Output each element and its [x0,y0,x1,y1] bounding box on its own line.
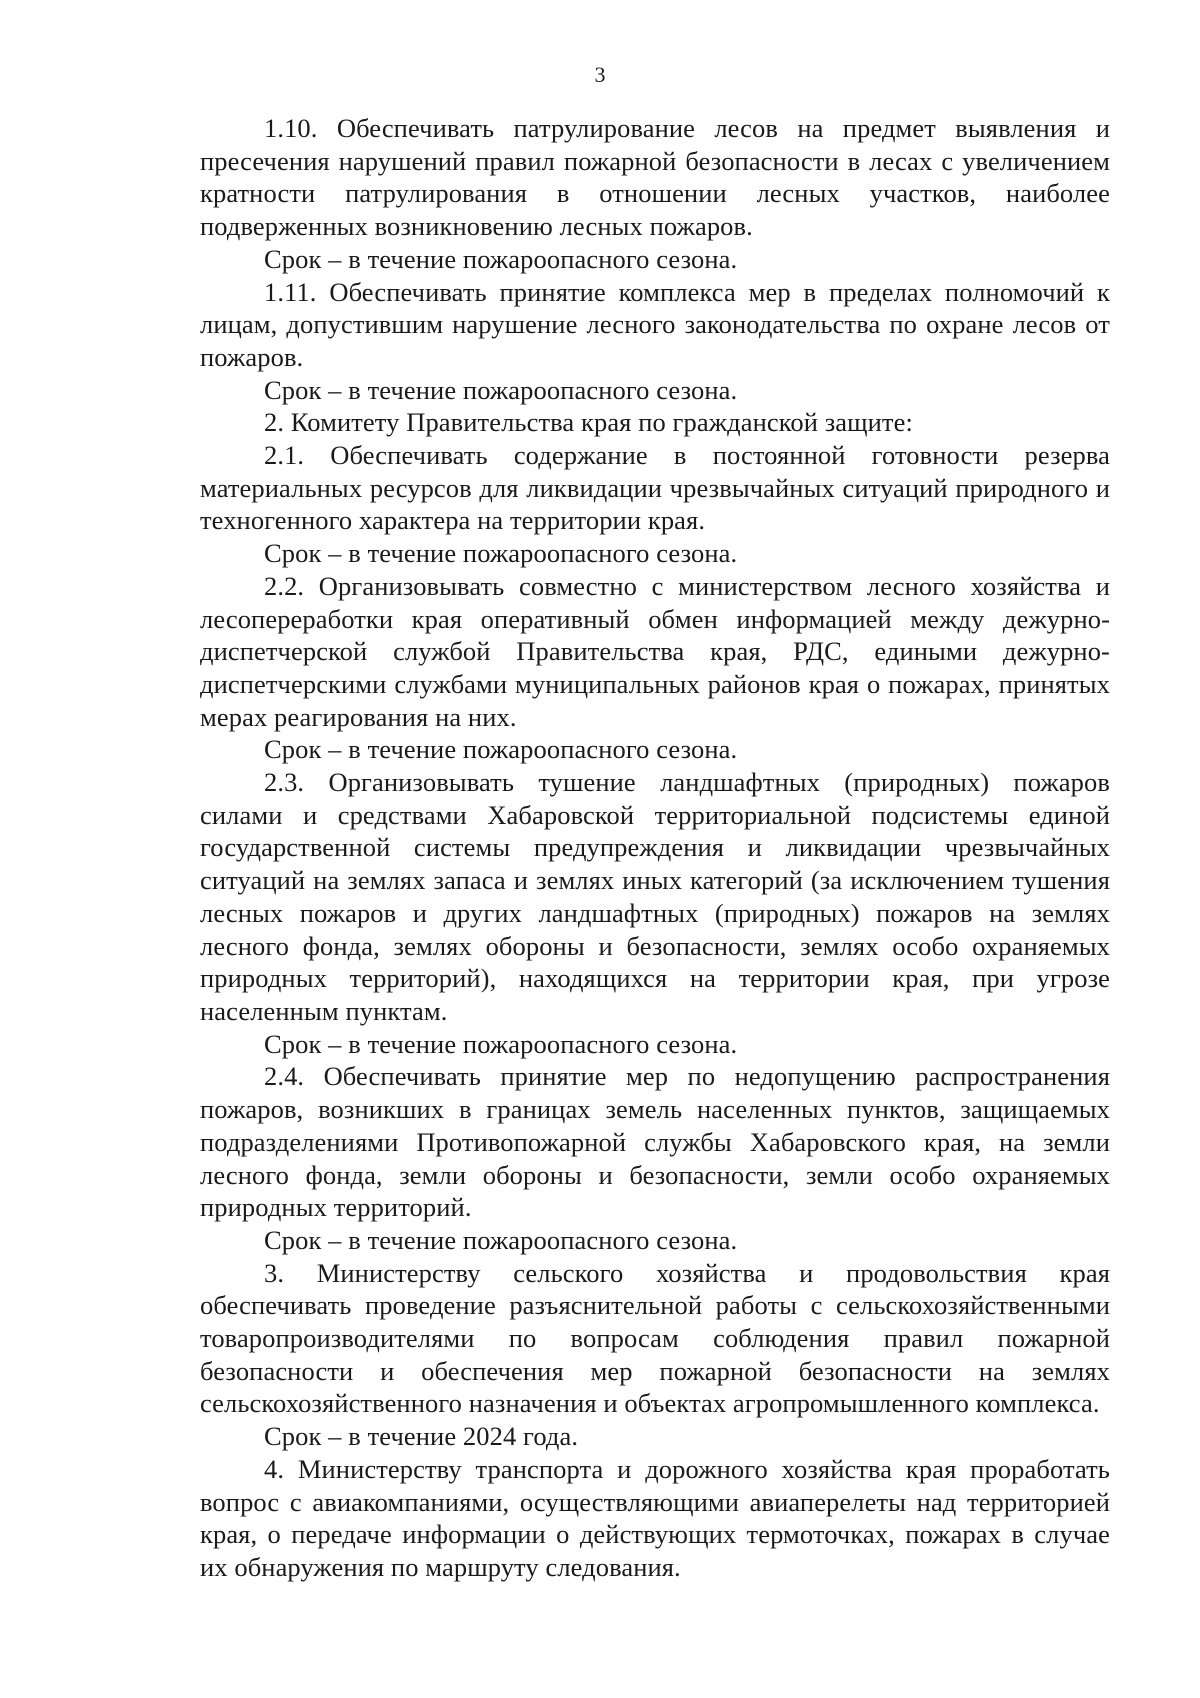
paragraph-item-4: 4. Министерству транспорта и дорожного хозяйства края проработать вопрос с авиакомпаниями, осуществляющими авиаперелеты над территорией края, о передаче информации о действующих термоточках, пожарах в случае их обнаружения по маршруту следования. [200,1453,1110,1582]
paragraph-deadline: Срок – в течение 2024 года. [264,1421,579,1452]
paragraph-item-3: 3. Министерству сельского хозяйства и продовольствия края обеспечивать проведение разъяснительной работы с сельскохозяйственными товаропроизводителями по вопросам соблюдения правил пожарной безопасности и обеспечения мер пожарной безопасности на землях сельскохозяйственного назначения и объектах агропромышленного комплекса. [200,1257,1110,1419]
document-body [200,112,1110,1584]
paragraph-deadline: Срок – в течение пожароопасного сезона. [264,734,738,765]
paragraph-item-2-heading: 2. Комитету Правительства края по гражданской защите: [264,407,913,438]
page-number: 3 [594,62,606,87]
paragraph-deadline: Срок – в течение пожароопасного сезона. [264,538,738,569]
paragraph-item-1-10: 1.10. Обеспечивать патрулирование лесов на предмет выявления и пресечения нарушений правил пожарной безопасности в лесах с увеличением кратности патрулирования в отношении лесных участков, наиболее подверженных возникновению лесных пожаров. [200,113,1110,242]
paragraph-item-2-1: 2.1. Обеспечивать содержание в постоянной готовности резерва материальных ресурсов для ликвидации чрезвычайных ситуаций природного и техногенного характера на территории края. [200,440,1110,536]
paragraph-item-1-11: 1.11. Обеспечивать принятие комплекса мер в пределах полномочий к лицам, допустившим нарушение лесного законодательства по охране лесов от пожаров. [200,276,1110,372]
paragraph-deadline: Срок – в течение пожароопасного сезона. [264,1028,738,1059]
paragraph-deadline: Срок – в течение пожароопасного сезона. [264,243,738,274]
paragraph-deadline: Срок – в течение пожароопасного сезона. [264,374,738,405]
paragraph-item-2-4: 2.4. Обеспечивать принятие мер по недопущению распространения пожаров, возникших в границах земель населенных пунктов, защищаемых подразделениями Противопожарной службы Хабаровского края, на земли лесного фонда, земли обороны и безопасности, земли особо охраняемых природных территорий. [200,1061,1110,1223]
paragraph-item-2-2: 2.2. Организовывать совместно с министерством лесного хозяйства и лесопереработки края оперативный обмен информацией между дежурно-диспетчерской службой Правительства края, РДС, едиными дежурно-диспетчерскими службами муниципальных районов края о пожарах, принятых мерах реагирования на них. [200,570,1110,732]
paragraph-item-2-3: 2.3. Организовывать тушение ландшафтных (природных) пожаров силами и средствами Хабаровской территориальной подсистемы единой государственной системы предупреждения и ликвидации чрезвычайных ситуаций на землях запаса и землях иных категорий (за исключением тушения лесных пожаров и других ландшафтных (природных) пожаров на землях лесного фонда, землях обороны и безопасности, землях особо охраняемых природных территорий), находящихся на территории края, при угрозе населенным пунктам. [200,767,1110,1026]
paragraph-deadline: Срок – в течение пожароопасного сезона. [264,1224,738,1255]
